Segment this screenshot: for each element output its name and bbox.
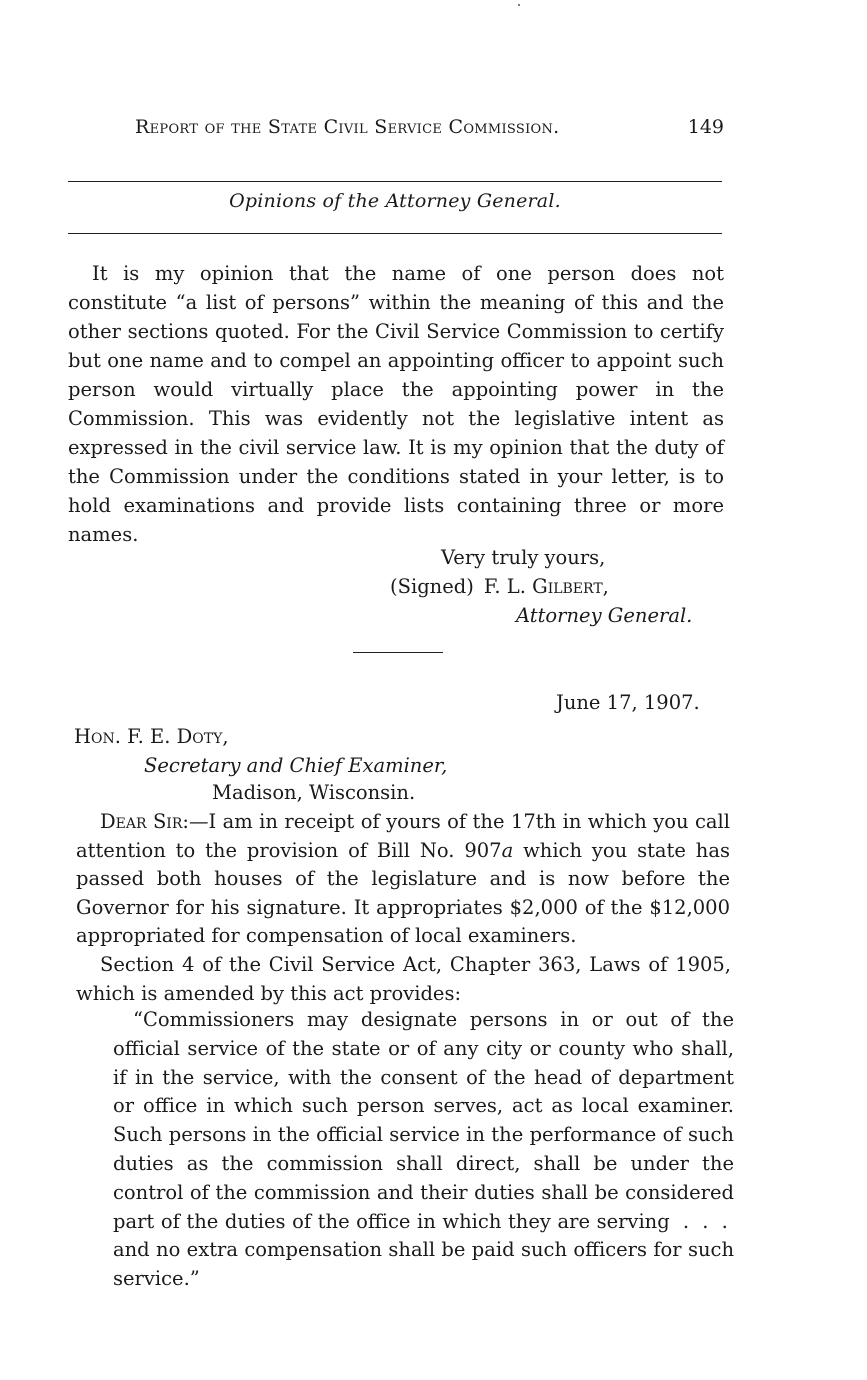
salutation: Dear Sir xyxy=(100,810,183,833)
running-head: Report of the State Civil Service Commission. xyxy=(135,116,560,138)
addressee-city: Madison, Wisconsin. xyxy=(212,781,416,804)
page-number: 149 xyxy=(687,116,724,138)
quoted-statute: “Commissioners may designate persons in or out of the official service of the state or of any city or county who shall, if in the service, with the consent of the head of department or office in which such person serves, act as local examiner. Such persons in the official service in the performance of such duties as the commission shall direct, shall be under the control of the commission and their duties shall be considered part of the duties of the office in which they are serving . . . and no extra compensation shall be paid such officers for such service.” xyxy=(113,1008,734,1291)
addressee-title: Secretary and Chief Examiner, xyxy=(144,754,448,777)
signatory-name: F. L. Gilbert, xyxy=(483,575,609,598)
heading-rule-bottom xyxy=(68,233,722,234)
letter-paragraph-2: Section 4 of the Civil Service Act, Chapter 363, Laws of 1905, which is amended by this act provides: xyxy=(76,953,731,1005)
addressee-name: Hon. F. E. Doty, xyxy=(74,725,229,748)
letter-date: June 17, 1907. xyxy=(556,691,700,714)
signature-line xyxy=(390,575,609,598)
heading-rule-top xyxy=(68,181,722,182)
signed-label: (Signed) xyxy=(390,575,474,598)
letter-paragraph-1 xyxy=(76,808,730,951)
letter-body-1: :—I am in receipt of yours of the 17th in which you call attention to the provision of Bill No. 907 xyxy=(76,810,730,862)
opinion-paragraph: It is my opinion that the name of one person does not constitute “a list of persons” within the meaning of this and the other sections quoted. For the Civil Service Commission to certify but one name and to compel an appointing officer to appoint such person would virtually place the appointing power in the Commission. This was evidently not the legislative intent as expressed in the civil service law. It is my opinion that the duty of the Commission under the conditions stated in your letter, is to hold examinations and provide lists containing three or more names. xyxy=(68,262,724,546)
bill-suffix: a xyxy=(501,838,514,862)
closing-line: Very truly yours, xyxy=(441,546,606,569)
print-speck xyxy=(518,4,520,6)
section-heading: Opinions of the Attorney General. xyxy=(229,190,561,212)
letter-body-1-rest: which you state has passed both houses of the legislature and is now before the Governor for his signature. It appropriates $2,000 of the $12,000 appropriated for compensation of local examiners. xyxy=(76,838,730,947)
section-divider xyxy=(353,652,443,653)
signatory-title: Attorney General. xyxy=(516,604,693,627)
